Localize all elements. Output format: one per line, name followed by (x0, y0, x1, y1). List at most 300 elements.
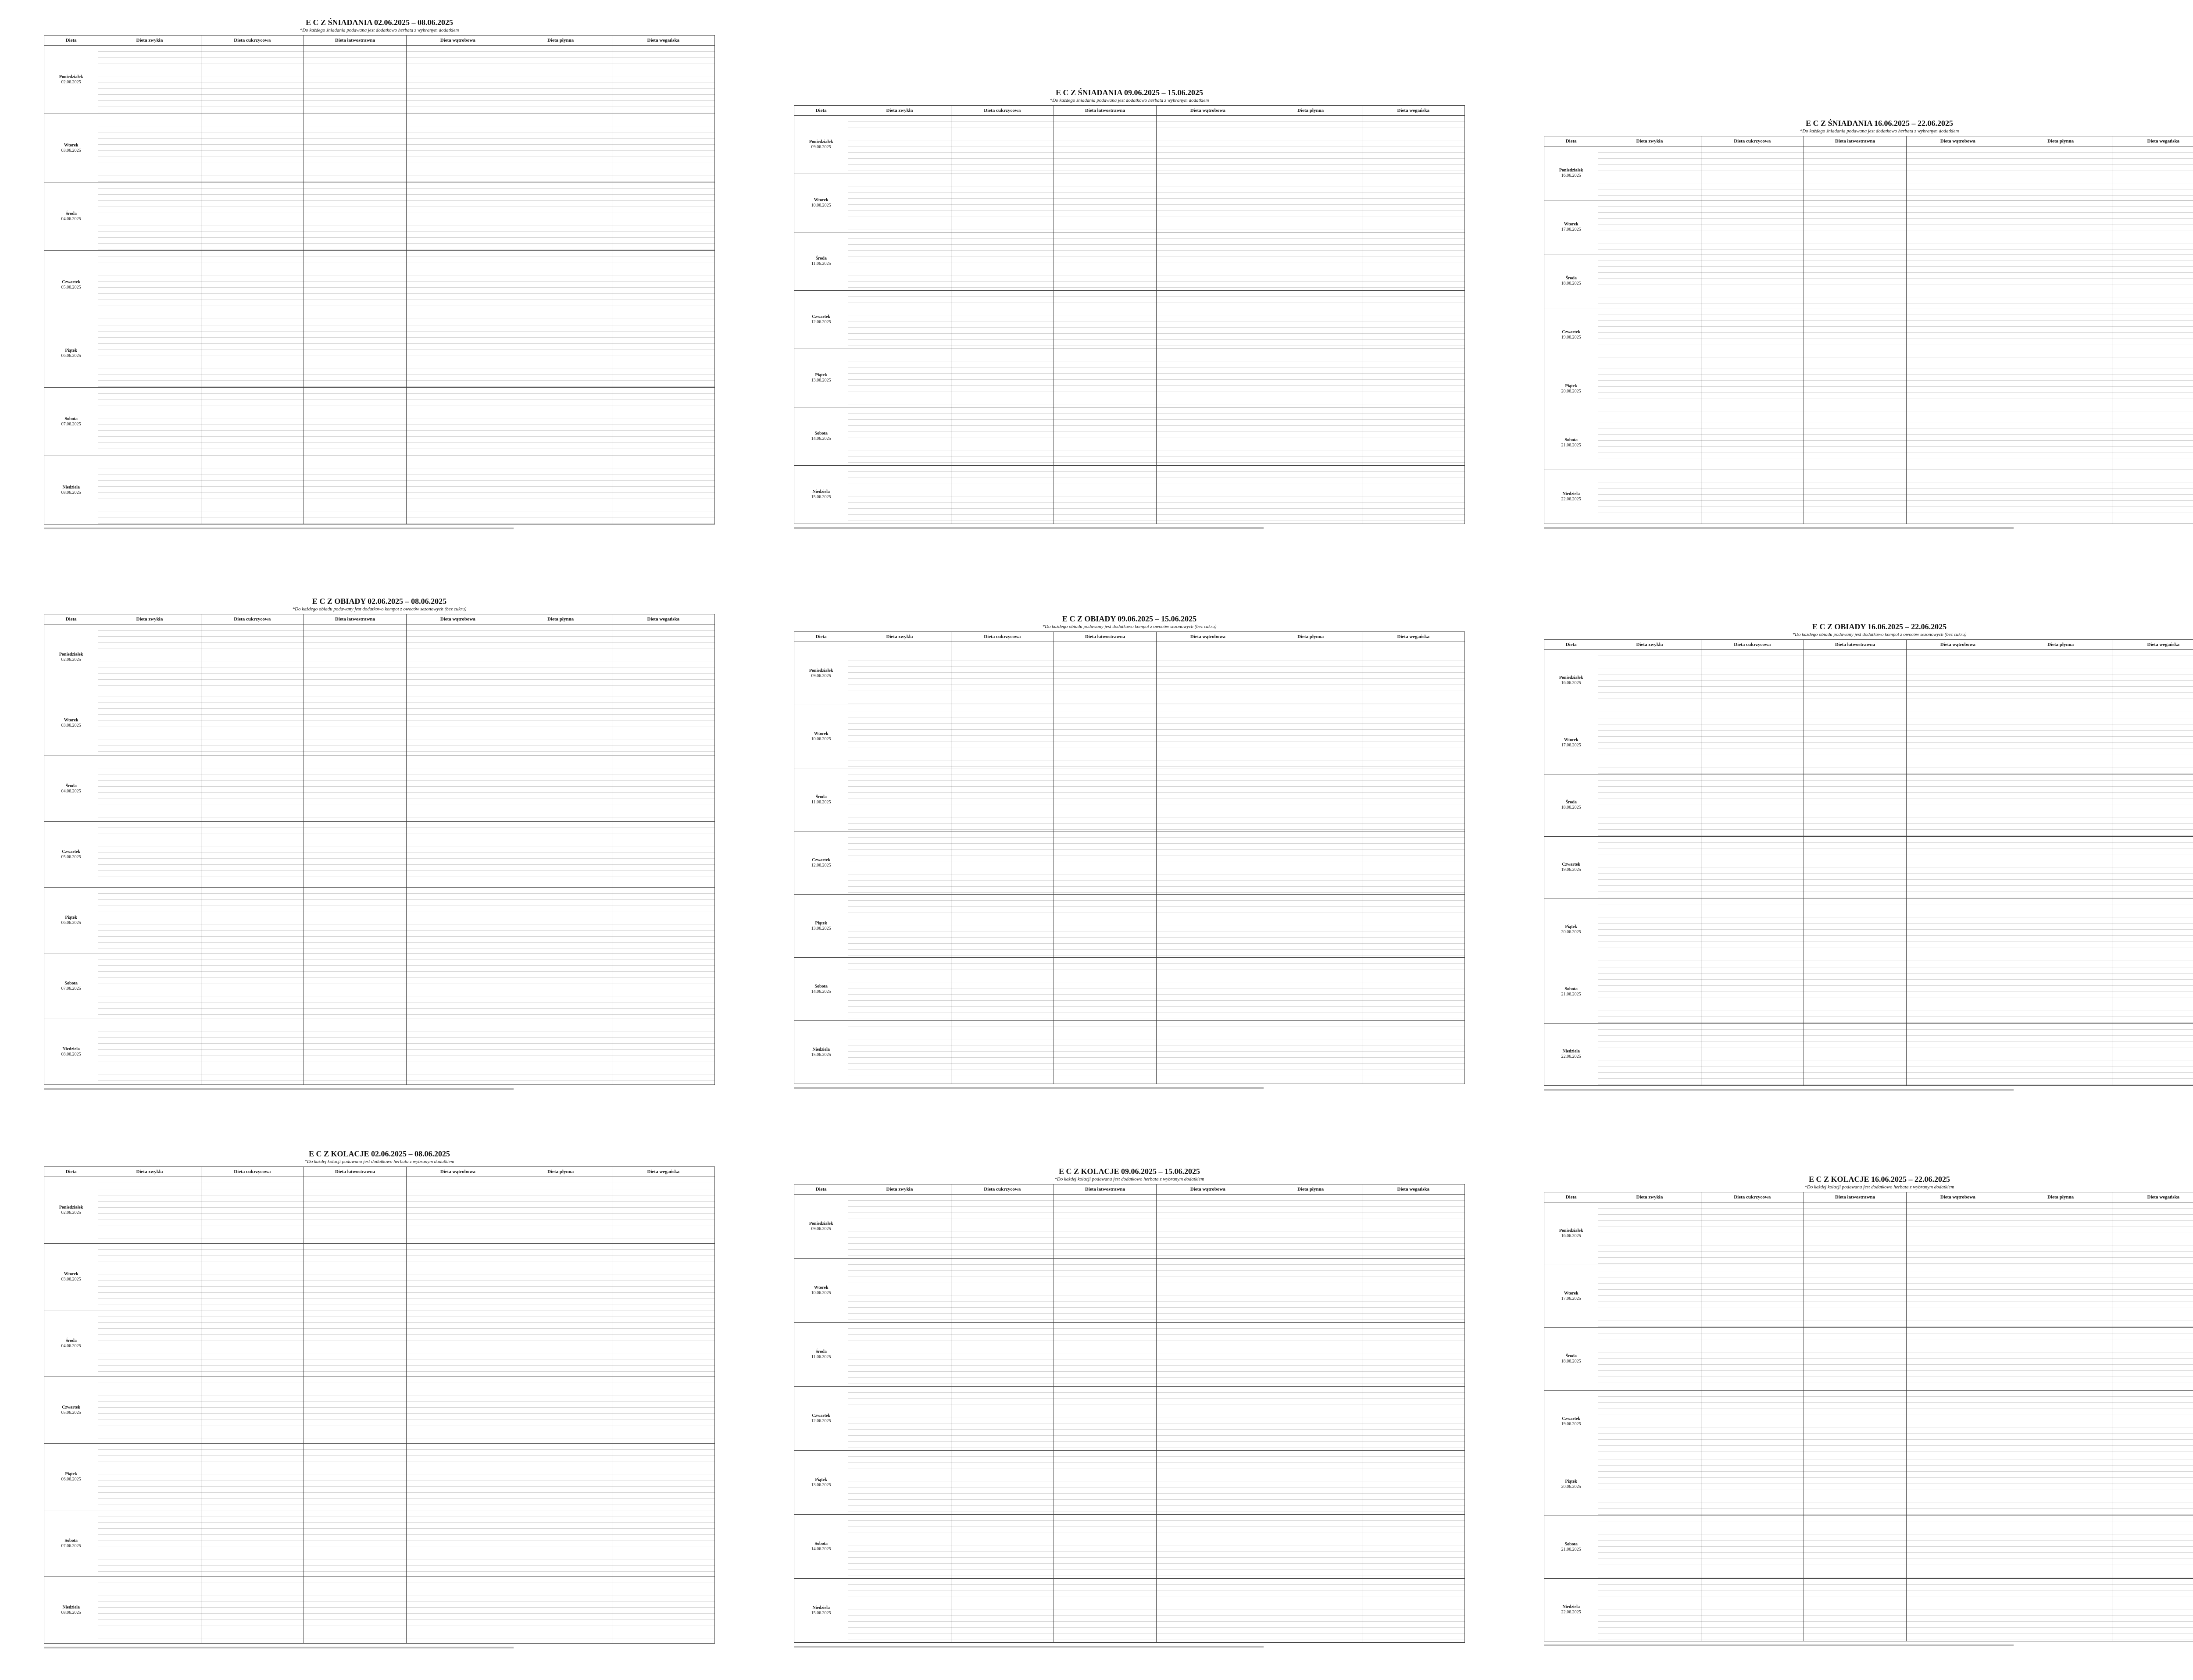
day-name: Czwartek (812, 1413, 830, 1418)
day-label (44, 624, 98, 690)
cell-lines (848, 291, 950, 348)
menu-cell (1907, 308, 2009, 362)
day-label (794, 958, 848, 1021)
menu-cell (848, 232, 951, 291)
day-row (1544, 200, 2193, 254)
cell-lines (1157, 831, 1259, 894)
menu-cell (509, 114, 612, 182)
menu-cell (951, 1515, 1054, 1579)
menu-cell (1054, 232, 1156, 291)
menu-cell (1907, 1023, 2009, 1085)
cell-lines (1054, 1451, 1156, 1514)
cell-lines (1259, 466, 1361, 523)
menu-cell (201, 319, 304, 388)
day-name: Niedziela (62, 485, 80, 490)
day-label (44, 1177, 98, 1244)
cell-lines (1907, 146, 2009, 200)
cell-lines (2112, 837, 2193, 898)
column-header: Dieta wątrobowa (1907, 136, 2009, 146)
day-label (1544, 362, 1598, 416)
column-header: Dieta zwykła (848, 1184, 951, 1195)
menu-cell (1701, 961, 1804, 1023)
day-date: 12.06.2025 (811, 1418, 831, 1423)
cell-lines (951, 1579, 1054, 1642)
cell-lines (1362, 116, 1464, 173)
day-name: Poniedziałek (809, 668, 833, 673)
cell-lines (1362, 1387, 1464, 1450)
menu-cell (2112, 254, 2193, 308)
column-header: Dieta cukrzycowa (1701, 136, 1804, 146)
cell-lines (612, 822, 714, 887)
menu-cell (1804, 1390, 1906, 1453)
column-header: Dieta łatwostrawna (304, 1167, 406, 1177)
cell-lines (1259, 1387, 1361, 1450)
page-subtitle: *Do każdego obiadu podawany jest dodatkowo kompot z owoców sezonowych (bez cukru) (1042, 624, 1217, 629)
day-date: 02.06.2025 (61, 657, 81, 662)
day-date: 20.06.2025 (1561, 389, 1581, 394)
cell-lines (1907, 1202, 2009, 1264)
menu-cell (1804, 254, 1906, 308)
day-row (44, 1377, 715, 1444)
menu-cell (612, 1444, 714, 1510)
cell-lines (1157, 349, 1259, 407)
menu-cell (2009, 899, 2112, 961)
cell-lines (1907, 899, 2009, 960)
menu-cell (407, 1444, 509, 1510)
day-row (1544, 1578, 2193, 1641)
cell-lines (98, 1510, 200, 1576)
cell-lines (612, 1510, 714, 1576)
column-header: Dieta cukrzycowa (951, 1184, 1054, 1195)
menu-cell (2112, 899, 2193, 961)
day-row (1544, 1516, 2193, 1578)
cell-lines (1259, 895, 1361, 957)
menu-cell (304, 46, 406, 114)
page-subtitle: *Do każdej kolacji podawana jest dodatkowo herbata z wybranym dodatkiem (1804, 1184, 1954, 1190)
day-date: 16.06.2025 (1561, 173, 1581, 178)
cell-lines (304, 1577, 406, 1643)
cell-lines (612, 319, 714, 387)
cell-lines (407, 388, 509, 455)
cell-lines (304, 756, 406, 821)
cell-lines (1701, 1265, 1804, 1327)
cell-lines (407, 953, 509, 1018)
menu-cell (848, 1579, 951, 1643)
day-row (794, 1387, 1465, 1451)
cell-lines (1054, 895, 1156, 957)
menu-cell (951, 116, 1054, 174)
cell-lines (1157, 407, 1259, 465)
menu-cell (1701, 1023, 1804, 1085)
cell-lines (1701, 1328, 1804, 1390)
menu-cell (1259, 1195, 1362, 1259)
day-row (1544, 1265, 2193, 1327)
cell-lines (201, 756, 304, 821)
menu-cell (612, 822, 714, 888)
menu-cell (612, 456, 714, 524)
menu-cell (951, 1323, 1054, 1387)
cell-lines (1907, 1024, 2009, 1085)
cell-lines (509, 822, 611, 887)
menu-cell (1598, 649, 1701, 712)
cell-lines (612, 1019, 714, 1084)
cell-lines (1157, 1021, 1259, 1083)
cell-lines (1157, 1387, 1259, 1450)
menu-cell (1054, 831, 1156, 895)
day-row (794, 1195, 1465, 1259)
menu-cell (1157, 1195, 1259, 1259)
column-header: Dieta łatwostrawna (1054, 106, 1156, 116)
column-header: Dieta (794, 106, 848, 116)
day-row (794, 1021, 1465, 1084)
cell-lines (951, 466, 1054, 523)
menu-cell (1598, 200, 1701, 254)
cell-lines (304, 953, 406, 1018)
day-name: Sobota (814, 431, 828, 436)
column-header: Dieta zwykła (848, 632, 951, 642)
cell-lines (98, 1177, 200, 1243)
cell-lines (1157, 466, 1259, 523)
cell-lines (509, 624, 611, 689)
column-header: Dieta wątrobowa (407, 614, 509, 624)
cell-lines (509, 388, 611, 455)
menu-cell (1054, 1515, 1156, 1579)
day-label (44, 756, 98, 822)
cell-lines (1259, 291, 1361, 348)
cell-lines (1907, 1328, 2009, 1390)
cell-lines (848, 831, 950, 894)
cell-lines (98, 690, 200, 755)
menu-cell (1157, 1387, 1259, 1451)
menu-page (44, 1149, 715, 1653)
cell-lines (98, 888, 200, 952)
cell-lines (2112, 1202, 2193, 1264)
column-header: Dieta cukrzycowa (951, 106, 1054, 116)
cell-lines (951, 1259, 1054, 1322)
menu-cell (201, 251, 304, 319)
cell-lines (1157, 895, 1259, 957)
menu-cell (1054, 1451, 1156, 1515)
cell-lines (1157, 705, 1259, 767)
day-name: Czwartek (812, 314, 830, 319)
menu-cell (2112, 712, 2193, 774)
cell-lines (1804, 1328, 1906, 1390)
cell-lines (1598, 1265, 1700, 1327)
day-name: Środa (65, 211, 77, 216)
day-row (1544, 899, 2193, 961)
cell-lines (1804, 362, 1906, 415)
menu-cell (407, 251, 509, 319)
menu-cell (612, 1244, 714, 1310)
cell-lines (1598, 774, 1700, 836)
column-header: Dieta płynna (509, 1167, 612, 1177)
cell-lines (509, 690, 611, 755)
menu-cell (98, 822, 201, 888)
cell-lines (848, 174, 950, 232)
day-label (44, 1510, 98, 1577)
day-label (1544, 200, 1598, 254)
menu-cell (2112, 362, 2193, 416)
cell-lines (1701, 961, 1804, 1023)
day-label (794, 768, 848, 831)
day-row (794, 1451, 1465, 1515)
cell-lines (1907, 712, 2009, 774)
cell-lines (848, 1323, 950, 1386)
day-row (794, 466, 1465, 524)
cell-lines (1804, 200, 1906, 253)
menu-cell (612, 46, 714, 114)
menu-cell (509, 319, 612, 388)
header-row (794, 106, 1465, 116)
menu-cell (1907, 362, 2009, 416)
day-name: Niedziela (1562, 1604, 1580, 1609)
cell-lines (1907, 254, 2009, 307)
day-name: Poniedziałek (59, 652, 83, 657)
day-name: Wtorek (1564, 1291, 1579, 1296)
cell-lines (951, 174, 1054, 232)
header-row (1544, 1192, 2193, 1202)
cell-lines (1907, 1453, 2009, 1515)
menu-cell (1157, 291, 1259, 349)
menu-cell (201, 1244, 304, 1310)
day-date: 02.06.2025 (61, 79, 81, 85)
cell-lines (1157, 116, 1259, 173)
menu-cell (951, 291, 1054, 349)
cell-lines (201, 251, 304, 318)
menu-cell (509, 1510, 612, 1577)
day-row (1544, 362, 2193, 416)
cell-lines (1157, 1515, 1259, 1578)
cell-lines (1701, 1579, 1804, 1641)
cell-lines (1598, 837, 1700, 898)
menu-cell (304, 1310, 406, 1377)
menu-cell (201, 46, 304, 114)
cell-lines (1701, 308, 1804, 361)
day-label (794, 1195, 848, 1259)
day-date: 07.06.2025 (61, 1543, 81, 1548)
cell-lines (98, 756, 200, 821)
menu-cell (2112, 308, 2193, 362)
menu-cell (1157, 705, 1259, 768)
menu-cell (407, 114, 509, 182)
menu-cell (201, 1577, 304, 1644)
cell-lines (2009, 774, 2111, 836)
menu-cell (98, 1177, 201, 1244)
menu-cell (848, 1195, 951, 1259)
cell-lines (612, 456, 714, 524)
day-row (794, 705, 1465, 768)
column-header: Dieta wątrobowa (1157, 1184, 1259, 1195)
menu-cell (201, 1177, 304, 1244)
menu-cell (1259, 1579, 1362, 1643)
cell-lines (304, 888, 406, 952)
day-date: 07.06.2025 (61, 421, 81, 427)
menu-page (1544, 118, 2193, 535)
day-date: 06.06.2025 (61, 920, 81, 925)
menu-cell (304, 1577, 406, 1644)
menu-cell (1804, 649, 1906, 712)
menu-cell (1054, 958, 1156, 1021)
menu-table (1544, 136, 2193, 524)
cell-lines (612, 756, 714, 821)
menu-cell (1804, 146, 1906, 200)
cell-lines (2112, 1328, 2193, 1390)
menu-cell (951, 1579, 1054, 1643)
day-name: Sobota (1564, 438, 1578, 442)
cell-lines (407, 456, 509, 524)
day-label (44, 1019, 98, 1085)
menu-cell (1259, 291, 1362, 349)
day-row (1544, 712, 2193, 774)
cell-lines (848, 1515, 950, 1578)
menu-cell (848, 349, 951, 407)
menu-cell (951, 1451, 1054, 1515)
menu-cell (2009, 1023, 2112, 1085)
menu-cell (2112, 416, 2193, 470)
day-label (44, 319, 98, 388)
menu-cell (201, 1310, 304, 1377)
menu-page (794, 614, 1465, 1096)
menu-cell (951, 349, 1054, 407)
menu-cell (1598, 1516, 1701, 1578)
allergen-footer (794, 526, 1465, 530)
cell-lines (2112, 899, 2193, 960)
cell-lines (1157, 958, 1259, 1020)
page-title: E C Z ŚNIADANIA 09.06.2025 – 15.06.2025 (1055, 88, 1204, 97)
menu-table (44, 614, 715, 1085)
day-row (44, 319, 715, 388)
cell-lines (98, 1244, 200, 1309)
menu-cell (509, 756, 612, 822)
day-row (1544, 1023, 2193, 1085)
day-date: 20.06.2025 (1561, 1484, 1581, 1489)
day-row (1544, 774, 2193, 836)
menu-cell (1157, 232, 1259, 291)
menu-cell (1054, 705, 1156, 768)
day-label (44, 1244, 98, 1310)
column-header: Dieta (44, 36, 98, 46)
menu-cell (1804, 1265, 1906, 1327)
menu-cell (2112, 1390, 2193, 1453)
day-label (1544, 146, 1598, 200)
cell-lines (1054, 642, 1156, 704)
cell-lines (612, 1177, 714, 1243)
day-label (44, 888, 98, 953)
cell-lines (407, 822, 509, 887)
cell-lines (509, 953, 611, 1018)
menu-cell (848, 768, 951, 831)
menu-cell (1804, 1578, 1906, 1641)
cell-lines (1259, 705, 1361, 767)
day-label (44, 1444, 98, 1510)
menu-cell (1054, 1259, 1156, 1323)
menu-cell (1362, 642, 1464, 705)
cell-lines (509, 1177, 611, 1243)
menu-cell (1259, 407, 1362, 466)
cell-lines (1701, 254, 1804, 307)
menu-cell (1907, 1578, 2009, 1641)
column-header: Dieta wątrobowa (1907, 639, 2009, 649)
cell-lines (1804, 899, 1906, 960)
menu-cell (1362, 1323, 1464, 1387)
cell-lines (2112, 1024, 2193, 1085)
day-name: Wtorek (64, 1271, 79, 1277)
column-header: Dieta płynna (509, 36, 612, 46)
column-header: Dieta wegańska (2112, 639, 2193, 649)
menu-cell (98, 251, 201, 319)
menu-cell (1259, 831, 1362, 895)
cell-lines (1054, 768, 1156, 831)
cell-lines (98, 1577, 200, 1643)
cell-lines (2009, 650, 2111, 711)
cell-lines (1259, 116, 1361, 173)
cell-lines (2112, 146, 2193, 200)
cell-lines (1598, 1024, 1700, 1085)
cell-lines (201, 319, 304, 387)
day-label (44, 456, 98, 524)
cell-lines (951, 705, 1054, 767)
menu-cell (1362, 1579, 1464, 1643)
menu-cell (304, 1177, 406, 1244)
day-name: Wtorek (814, 731, 829, 736)
day-row (794, 174, 1465, 232)
allergen-legend-line (1544, 1644, 2014, 1646)
header-row (794, 1184, 1465, 1195)
menu-cell (1259, 1515, 1362, 1579)
cell-lines (1701, 650, 1804, 711)
menu-cell (304, 251, 406, 319)
day-row (1544, 254, 2193, 308)
cell-lines (1157, 1579, 1259, 1642)
cell-lines (951, 1515, 1054, 1578)
day-name: Czwartek (62, 1405, 80, 1410)
menu-cell (1598, 712, 1701, 774)
day-label (1544, 649, 1598, 712)
menu-cell (509, 888, 612, 953)
cell-lines (407, 114, 509, 182)
day-name: Poniedziałek (1559, 1228, 1583, 1233)
day-row (1544, 308, 2193, 362)
cell-lines (1701, 1024, 1804, 1085)
cell-lines (612, 1310, 714, 1376)
cell-lines (848, 1387, 950, 1450)
menu-cell (2009, 416, 2112, 470)
day-date: 21.06.2025 (1561, 443, 1581, 448)
menu-cell (304, 388, 406, 456)
day-row (44, 822, 715, 888)
day-row (44, 888, 715, 953)
cell-lines (509, 1310, 611, 1376)
day-row (794, 1515, 1465, 1579)
menu-cell (951, 642, 1054, 705)
menu-page (794, 1166, 1465, 1653)
menu-cell (304, 1510, 406, 1577)
column-header: Dieta wegańska (1362, 1184, 1464, 1195)
day-date: 02.06.2025 (61, 1210, 81, 1215)
cell-lines (98, 953, 200, 1018)
menu-cell (1157, 642, 1259, 705)
cell-lines (1804, 1516, 1906, 1578)
column-header: Dieta wątrobowa (1157, 106, 1259, 116)
cell-lines (848, 1259, 950, 1322)
column-header: Dieta łatwostrawna (1804, 1192, 1906, 1202)
menu-cell (1157, 768, 1259, 831)
menu-cell (407, 388, 509, 456)
cell-lines (612, 46, 714, 113)
day-label (44, 690, 98, 756)
day-date: 06.06.2025 (61, 353, 81, 358)
page-subtitle: *Do każdego obiadu podawany jest dodatkowo kompot z owoców sezonowych (bez cukru) (1792, 631, 1967, 637)
